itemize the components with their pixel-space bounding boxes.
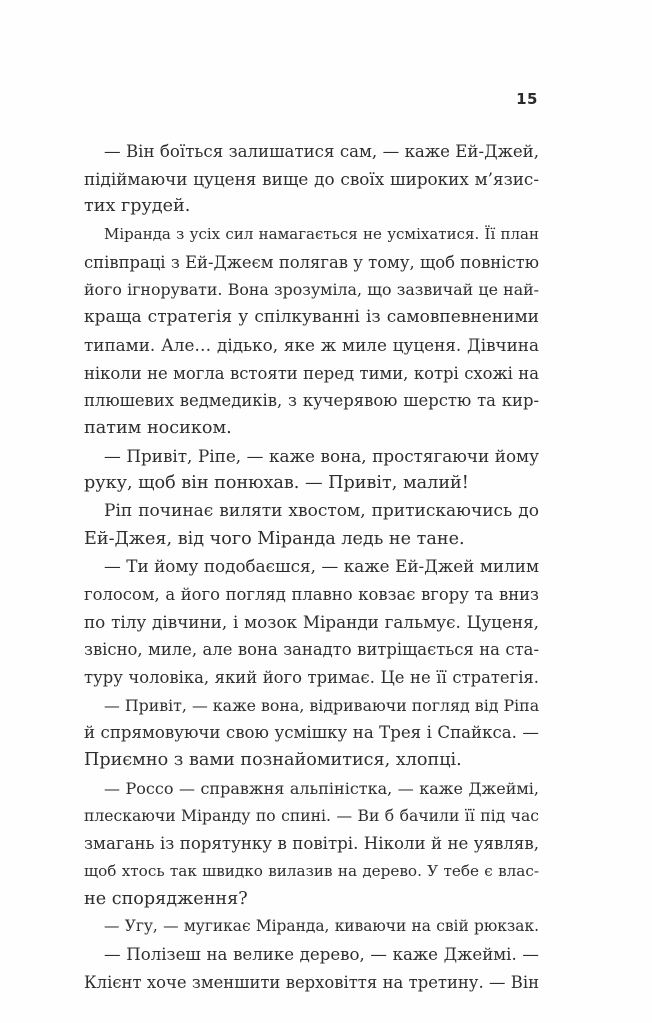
text-line: Клієнт хоче зменшити верховіття на третину. — Він: [84, 972, 539, 992]
text-line: — Угу, — мугикає Міранда, киваючи на свій рюкзак.: [104, 917, 539, 936]
text-line: — Привіт, — каже вона, відриваючи погляд від Ріпа: [104, 695, 540, 715]
text-line: співпраці з Ей-Джеєм полягав у тому, щоб повністю: [84, 252, 539, 272]
text-line: руку, щоб він понюхав. — Привіт, малий!: [84, 473, 469, 494]
text-line: — Россо — справжня альпіністка, — каже Джеймі,: [104, 778, 539, 798]
text-line: Ей-Джея, від чого Міранда ледь не тане.: [84, 528, 465, 549]
text-line: Ріп починає виляти хвостом, притискаючись до: [104, 500, 539, 521]
text-line: голосом, а його погляд плавно ковзає вгору та вниз: [84, 585, 539, 604]
text-line: — Ти йому подобаєшся, — каже Ей-Джей милим: [104, 556, 539, 577]
text-line: змагань із порятунку в повітрі. Ніколи й не уявляв,: [84, 834, 539, 854]
text-line: туру чоловіка, який його тримає. Це не її стратегія.: [84, 668, 539, 688]
text-line: — Привіт, Ріпе, — каже вона, простягаючи йому: [104, 445, 539, 466]
text-line: плескаючи Міранду по спині. — Ви б бачили її під час: [84, 806, 539, 825]
text-line: й спрямовуючи свою усмішку на Трея і Спайкса. —: [84, 723, 539, 743]
text-line: підіймаючи цуценя вище до своїх широких м’язис-: [84, 168, 539, 189]
text-line: плюшевих ведмедиків, з кучерявою шерстю та кир-: [84, 391, 539, 411]
text-line: краща стратегія у спілкуванні із самовпевненими: [84, 307, 539, 328]
text-line: його ігнорувати. Вона зрозуміла, що зазвичай це най-: [84, 280, 539, 300]
text-line: типами. Але… дідько, яке ж миле цуценя. Дівчина: [84, 334, 539, 355]
text-line: по тілу дівчини, і мозок Міранди гальмує. Цуценя,: [84, 611, 539, 632]
text-line: не спорядження?: [84, 888, 248, 909]
text-line: — Полізеш на велике дерево, — каже Джеймі. —: [104, 944, 539, 964]
body-text: [84, 138, 539, 996]
text-line: тих грудей.: [84, 196, 191, 217]
text-line: Приємно з вами познайомитися, хлопці.: [84, 750, 462, 771]
text-line: Міранда з усіх сил намагається не усміхатися. Її план: [104, 225, 539, 244]
text-line: щоб хтось так швидко вилазив на дерево. У тебе є влас-: [84, 861, 539, 880]
text-line: ніколи не могла встояти перед тими, котрі схожі на: [84, 363, 539, 383]
text-line: патим носиком.: [84, 417, 232, 438]
text-line: звісно, миле, але вона занадто витріщається на ста-: [84, 640, 539, 660]
page-number: 15: [516, 90, 538, 108]
text-line: — Він боїться залишатися сам, — каже Ей-Джей,: [104, 142, 539, 161]
